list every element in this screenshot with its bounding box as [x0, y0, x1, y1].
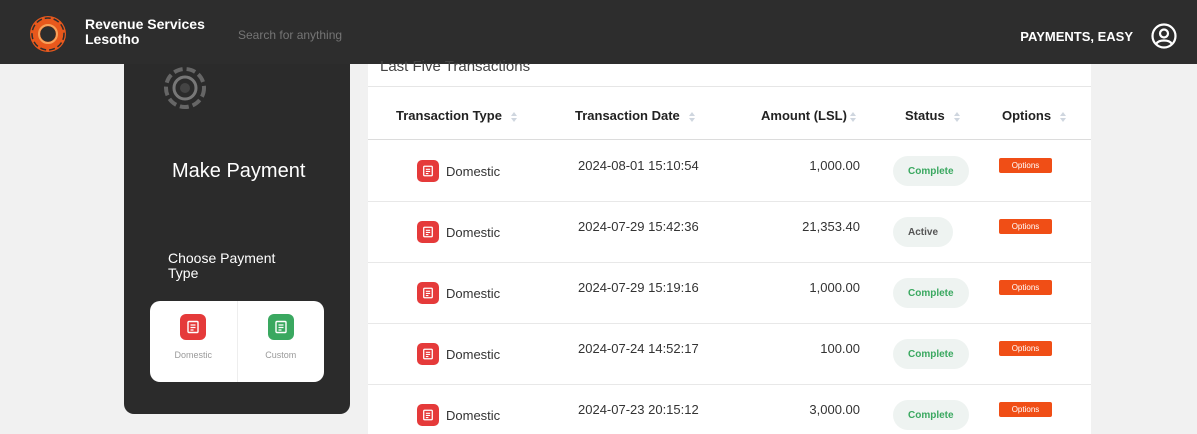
payment-type-selector	[150, 301, 324, 382]
sort-icon[interactable]	[688, 112, 696, 122]
column-header-type[interactable]	[396, 108, 518, 123]
options-button[interactable]: Options	[999, 219, 1052, 234]
transaction-type: Domestic	[446, 163, 501, 179]
transaction-amount: 1,000.00	[809, 158, 860, 173]
transaction-type: Domestic	[446, 407, 501, 423]
payment-type-custom[interactable]	[237, 301, 325, 382]
transaction-type: Domestic	[446, 346, 501, 362]
brand-name[interactable]	[85, 17, 205, 47]
transaction-type-cell	[417, 282, 500, 304]
table-row	[368, 324, 1091, 385]
status-badge: Complete	[893, 400, 969, 430]
column-header-label: Status	[905, 108, 945, 123]
table-row	[368, 202, 1091, 263]
status-badge: Complete	[893, 156, 969, 186]
transaction-type: Domestic	[446, 224, 501, 240]
receipt-icon	[180, 314, 206, 340]
sort-icon[interactable]	[1059, 112, 1067, 122]
options-button[interactable]: Options	[999, 341, 1052, 356]
transactions-panel	[368, 58, 1091, 434]
receipt-icon	[417, 282, 439, 304]
receipt-icon	[417, 221, 439, 243]
table-row	[368, 141, 1091, 202]
column-header-date[interactable]	[575, 108, 696, 123]
receipt-icon	[268, 314, 294, 340]
column-header-status[interactable]	[905, 108, 961, 123]
transaction-type-cell	[417, 404, 500, 426]
receipt-icon	[417, 160, 439, 182]
transaction-date: 2024-07-29 15:19:16	[578, 280, 699, 295]
table-row	[368, 263, 1091, 324]
receipt-icon	[417, 343, 439, 365]
rsl-emblem-icon	[163, 66, 207, 110]
status-badge: Complete	[893, 278, 969, 308]
column-header-options[interactable]	[1002, 108, 1067, 123]
top-bar	[0, 0, 1197, 64]
options-button[interactable]: Options	[999, 280, 1052, 295]
transaction-type-cell	[417, 160, 500, 182]
make-payment-title: Make Payment	[172, 160, 306, 182]
transaction-date: 2024-07-24 14:52:17	[578, 341, 699, 356]
rsl-logo-icon[interactable]	[30, 16, 66, 52]
status-badge: Active	[893, 217, 953, 247]
user-circle-icon[interactable]	[1151, 23, 1177, 49]
choose-payment-type-label: Choose Payment Type	[168, 250, 276, 281]
tagline: PAYMENTS, EASY	[1020, 29, 1133, 44]
column-header-amount[interactable]	[761, 108, 857, 123]
transaction-date: 2024-07-23 20:15:12	[578, 402, 699, 417]
options-button[interactable]: Options	[999, 402, 1052, 417]
transaction-date: 2024-08-01 15:10:54	[578, 158, 699, 173]
sort-icon[interactable]	[510, 112, 518, 122]
table-row	[368, 385, 1091, 434]
transaction-date: 2024-07-29 15:42:36	[578, 219, 699, 234]
payment-type-label: Custom	[265, 350, 297, 360]
transaction-amount: 1,000.00	[809, 280, 860, 295]
options-button[interactable]: Options	[999, 158, 1052, 173]
transaction-amount: 3,000.00	[809, 402, 860, 417]
receipt-icon	[417, 404, 439, 426]
payment-type-label: Domestic	[174, 350, 212, 360]
column-header-label: Transaction Type	[396, 108, 502, 123]
table-caption: Last Five Transactions	[380, 58, 531, 75]
column-header-label: Transaction Date	[575, 108, 680, 123]
column-header-label: Options	[1002, 108, 1052, 123]
table-header	[368, 86, 1091, 140]
brand-line-2: Lesotho	[85, 31, 140, 47]
transaction-amount: 100.00	[820, 341, 860, 356]
transaction-type-cell	[417, 343, 500, 365]
sort-icon[interactable]	[953, 112, 961, 122]
transaction-type-cell	[417, 221, 500, 243]
payment-type-domestic[interactable]	[150, 301, 237, 382]
status-badge: Complete	[893, 339, 969, 369]
search-input[interactable]	[238, 28, 438, 42]
sort-icon[interactable]	[849, 112, 857, 122]
column-header-label: Amount (LSL)	[761, 108, 847, 123]
transaction-amount: 21,353.40	[802, 219, 860, 234]
transaction-type: Domestic	[446, 285, 501, 301]
brand-line-1: Revenue Services	[85, 16, 205, 32]
